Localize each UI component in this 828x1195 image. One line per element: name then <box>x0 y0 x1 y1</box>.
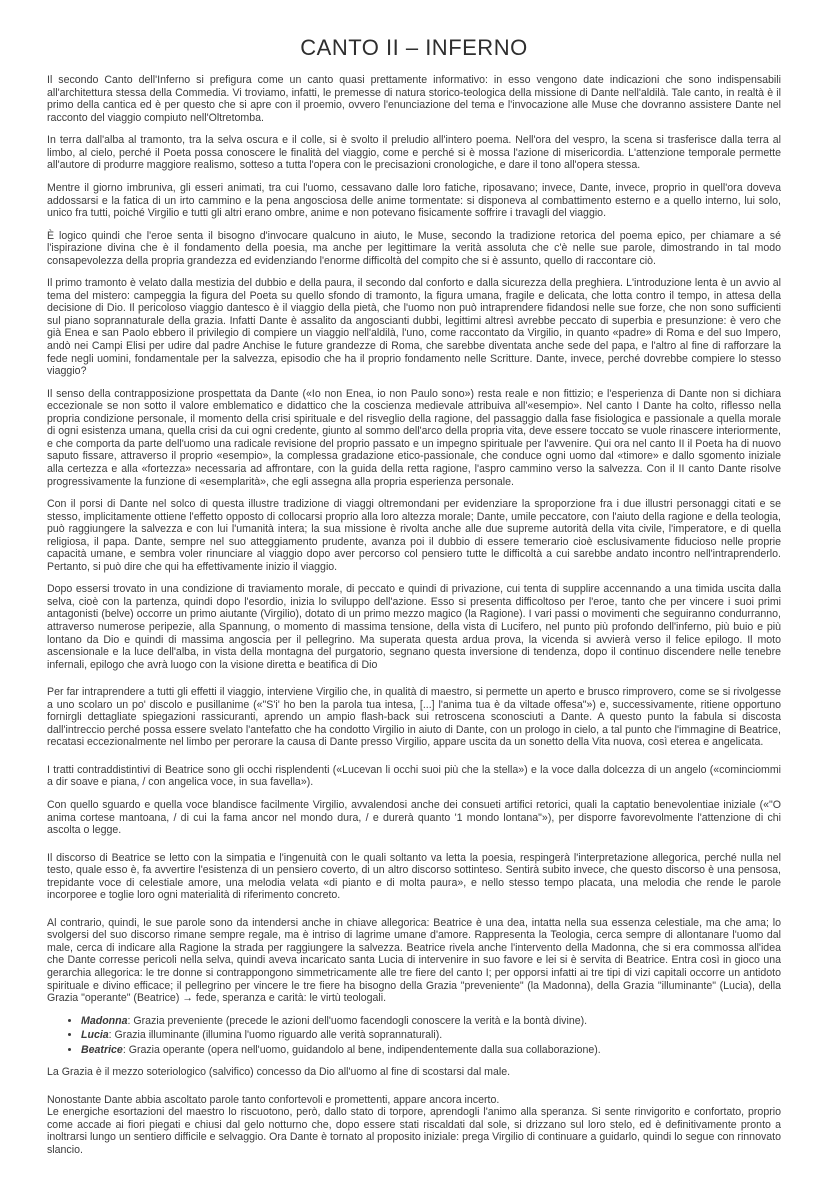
paragraph-muses: È logico quindi che l'eroe senta il bisogno d'invocare qualcuno in aiuto, le Muse, secondo la tradizione retorica del poema epico, per chiamare a sé l'ispirazione divina che è il fondamento della poesia, ma anche per legittimare la verità assoluta che c'è nelle sue parole, dimostrando in tal modo consapevolezza della propria grandezza ed evidenziando l'enorme difficoltà del compito che si è assunto, quello di raccontare ciò. <box>47 229 781 267</box>
list-item-madonna <box>81 1015 781 1028</box>
bullet-text: : Grazia preveniente (precede le azioni dell'uomo facendogli conoscere la verità e la bontà divine). <box>127 1014 588 1027</box>
bullet-text: : Grazia operante (opera nell'uomo, guidandolo al bene, indipendentemente dalla sua collaborazione). <box>122 1043 601 1056</box>
paragraph-evening: Mentre il giorno imbruniva, gli esseri animati, tra cui l'uomo, cessavano dalle loro fatiche, riposavano; invece, Dante, invece, proprio in quell'ora doveva addossarsi e la fatica di un irto cammino e la pena angosciosa delle anime tormentate: si disponeva al combattimento esterno e a quello interno, lui solo, unico fra tutti, poiché Virgilio e tutti gli altri erano ombre, anime e non potevano fisicamente soffrire i travagli del viaggio. <box>47 182 781 220</box>
bullet-term: Beatrice <box>81 1043 123 1056</box>
paragraph-captatio: Con quello sguardo e quella voce blandisce facilmente Virgilio, avvalendosi anche dei consueti artifici retorici, quali la captatio benevolentiae iniziale («"O anima cortese mantoana, / di cui la fama ancor nel mondo dura, / e durerà quanto '1 mondo lontana"»), per disporre favorevolmente l'attenzione di chi ascolta o legge. <box>47 798 781 837</box>
grace-list <box>47 1015 781 1057</box>
paragraph-sviluppo-azione: Dopo essersi trovato in una condizione di traviamento morale, di peccato e quindi di privazione, cui tenta di supplire accennando a una timida uscita dalla selva, cioè con la partenza, quindi dopo l'esordio, inizia lo sviluppo dell'azione. Esso si presenta difficoltoso per l'eroe, tanto che per vincere i suoi primi antagonisti (belve) occorre un primo aiutante (Virgilio), dotato di un primo mezzo magico (la Ragione). I vari passi o movimenti che seguiranno condurranno, attraverso numerose peripezie, alla Spannung, o momento di massima tensione, della vista di Lucifero, nel punto più profondo dell'inferno, più buio e più lontano da Dio e quindi di massima angoscia per il pellegrino. Ma superata questa ardua prova, la vicenda si avvierà verso il felice epilogo. Il moto ascensionale e la luce dell'alba, in vista della montagna del purgatorio, segnano questa inversione di tendenza, dopo il continuo discendere nelle tenebre infernali, epilogo che avrà luogo con la visione diretta e beatifica di Dio <box>47 583 781 671</box>
paragraph-discorso-beatrice: Il discorso di Beatrice se letto con la simpatia e l'ingenuità con le quali soltanto va letta la poesia, respingerà l'interpretazione allegorica, perché nulla nel testo, quale esso è, fa avvertire l'esistenza di un pensiero coverto, di un altro discorso sottinteso. Sentirà subito invece, che questo discorso è una pensosa, trepidante voce di celestiale amore, una melodia velata «di pianto e di molta paura», e nello stesso tempo placata, una melodia che rende le parole incorporee e toglie loro ogni materialità di riferimento concreto. <box>47 851 781 902</box>
paragraph-intro: Il secondo Canto dell'Inferno si prefigura come un canto quasi prettamente informativo: in esso vengono date indicazioni che sono indispensabili all'architettura stessa della Commedia. Vi troviamo, infatti, le premesse di natura storico-teologica della missione di Dante nell'aldilà. Tale canto, in realtà è il primo della cantica ed è per questo che si apre con il proemio, ovvero l'enunciazione del tema e l'invocazione alle Muse che dovranno assistere Dante nel racconto del viaggio compiuto nell'Oltretomba. <box>47 74 781 124</box>
bullet-term: Lucia <box>81 1029 109 1042</box>
paragraph-tradizione: Con il porsi di Dante nel solco di questa illustre tradizione di viaggi oltremondani per evidenziare la sproporzione fra i due illustri personaggi citati e se stesso, implicitamente ottiene l'effetto opposto di collocarsi proprio alla loro altezza morale; Dante, umile peccatore, con l'aiuto della ragione e della teologia, può raggiungere la salvezza e con lui l'umanità intera; la sua missione è rivolta anche alle due supreme autorità della vita civile, l'imperatore, e di quella religiosa, il papa. Dante, sempre nel suo atteggiamento prudente, avanza poi il dubbio di essere temerario cioè esclusivamente fiducioso nelle proprie capacità umane, e sembra voler rinunciare al viaggio dopo aver percorso col pensiero tutte le difficoltà a cui sarebbe andato incontro nell'intraprenderlo. Pertanto, si può dire che qui ha effettivamente inizio il viaggio. <box>47 498 781 573</box>
paragraph-dante-incerto: Nonostante Dante abbia ascoltato parole tanto confortevoli e promettenti, appare ancora incerto. <box>47 1093 500 1106</box>
bullet-term: Madonna <box>81 1014 128 1027</box>
paragraph-contrapposizione: Il senso della contrapposizione prospettata da Dante («Io non Enea, io non Paulo sono») resta reale e non fittizio; e l'esperienza di Dante non si dichiara eccezionale se non sotto il valore emblematico e didattico che la coscienza medievale attribuiva all'«esempio». Nel canto I Dante ha colto, riflesso nella propria condizione personale, il momento della crisi spirituale e del risveglio della ragione, del passaggio dalla fase fisiologica e passionale a quella morale di ogni esistenza umana, quella crisi da cui ogni credente, giunto al sommo dell'arco della propria vita, deve essere toccato se vuole rinascere interiormente, e che comporta da parte dell'uomo una radicale revisione del proprio passato e un impegno spirituale per l'avvenire. Qui ora nel canto II il Poeta ha di nuovo saputo fissare, attraverso il proprio «esempio», la complessa gradazione etico-passionale, che conduce ogni uomo dal «timore» e dallo sgomento iniziale alla certezza e alla «fortezza» necessaria ad affrontare, con la guida della retta ragione, l'aspro cammino verso la salvezza. Con il II canto Dante risolve progressivamente la funzione di «esemplarità», che egli assegna alla propria esperienza personale. <box>47 387 781 488</box>
paragraph-virgilio-rimprovero: Per far intraprendere a tutti gli effetti il viaggio, interviene Virgilio che, in qualità di maestro, si permette un aperto e brusco rimprovero, come se si rivolgesse a uno scolaro un po' discolo e pusillanime («"S'i' ho ben la parola tua intesa, [...] l'anima tua è da viltade offesa"») e, successivamente, ritiene opportuno fornirgli dettagliate spiegazioni rassicuranti, aprendo un ampio flash-back sui retroscena sconosciuti a Dante. A questo punto la fabula si discosta dall'intreccio perché possa essere svelato l'antefatto che ha condotto Virgilio in aiuto di Dante, con un prologo in cielo, a tal punto che l'immagine di Beatrice, recatasi eccezionalmente nel limbo per perorare la causa di Dante presso Virgilio, appare uscita da un sonetto della Vita nuova, così eterea e angelicata. <box>47 686 781 749</box>
page-title: CANTO II – INFERNO <box>300 35 528 60</box>
paragraph-sunset: Il primo tramonto è velato dalla mestizia del dubbio e della paura, il secondo dal conforto e dalla sicurezza della preghiera. L'introduzione lenta è un avvio al tema del mistero: campeggia la figura del Poeta su quello sfondo di tramonto, la figura umana, fragile e delicata, che lotta contro il tempo, in attesa della decisione di Dio. Il pericoloso viaggio dantesco è il viaggio della pietà, che l'uomo non può intraprendere fidandosi nelle sue forze, che non sono sufficienti sul piano soprannaturale della grazia. Infatti Dante è assalito da angoscianti dubbi, legittimi altresì avrebbe peccato di superbia e presunzione: è vero che già Enea e san Paolo ebbero il privilegio di compiere un viaggio nell'aldilà, l'uno, come raccontato da Virgilio, in quanto «padre» di Roma e del suo Impero, andò nei Campi Elisi per udire dal padre Anchise le future grandezze di Roma, che sarebbe diventata anche sede del papa, e l'altro al fine di rafforzare la fede negli uomini, fondamentale per la salvezza, episodio che ha il proprio fondamento nelle Scritture. Dante, invece, perché dovrebbe compiere lo stesso viaggio? <box>47 277 781 378</box>
paragraph-tratti-beatrice: I tratti contraddistintivi di Beatrice sono gli occhi risplendenti («Lucevan li occhi suoi più che la stella») e la voce dalla dolcezza di un angelo («cominciommi a dir soave e piana, / con angelica voce, in sua favella»). <box>47 763 781 789</box>
paragraph-allegoria: Al contrario, quindi, le sue parole sono da intendersi anche in chiave allegorica: Beatrice è una dea, intatta nella sua essenza celestiale, ma che ama; lo svolgersi del suo discorso rimane sempre regale, ma è intriso di lagrime umane d'amore. Rappresenta la Teologia, cerca sempre di allontanare l'uomo dal male, cerca di indicare alla Ragione la strada per raggiungere la salvezza. Beatrice rivela anche l'intervento della Madonna, che si era commossa all'idea che Dante corresse pericoli nella selva, quindi aveva incaricato santa Lucia di intervenire in suo favore e lei si è servita di Beatrice. Entra così in gioco una gerarchia allegorica: le tre donne si contrappongono simmetricamente alle tre fiere del canto I; per opporsi infatti ai tre tipi di vizi capitali occorre un antidoto spirituale e divino efficace; il pellegrino per vincere le tre fiere ha bisogno della Grazia "preveniente" (la Madonna), della Grazia "illuminante" (Lucia), della Grazia "operante" (Beatrice) → fede, speranza e carità: le virtù teologali. <box>47 916 781 1005</box>
paragraph-esortazioni-finali: Le energiche esortazioni del maestro lo riscuotono, però, dallo stato di torpore, aprendogli l'animo alla speranza. Si sente rinvigorito e confortato, proprio come accade ai fiori piegati e chiusi dal gelo notturno che, dopo essere stati riscaldati dal sole, si drizzano sul loro stelo, ed è definitivamente pronto a inoltrarsi lungo un sentiero difficile e selvaggio. Ora Dante è tornato al proposito iniziale: prega Virgilio di continuare a guidarlo, quindi lo segue con rinnovato slancio. <box>47 1106 781 1157</box>
bullet-text: : Grazia illuminante (illumina l'uomo riguardo alle verità soprannaturali). <box>108 1029 443 1042</box>
paragraph-setting: In terra dall'alba al tramonto, tra la selva oscura e il colle, si è svolto il preludio all'intero poema. Nell'ora del vespro, la scena si trasferisce dalla terra al limbo, al cielo, perché il Poeta possa conoscere le finalità del viaggio, come e perché si è mossa l'azione di misericordia. L'attenzione temporale permette all'autore di produrre maggiore realismo, sotteso a tutta l'opera con le precisazioni cronologiche, e dare il tono all'opera stessa. <box>47 134 781 172</box>
list-item-lucia <box>81 1029 781 1042</box>
paragraph-grazia-soteriologica: La Grazia è il mezzo soteriologico (salvifico) concesso da Dio all'uomo al fine di scostarsi dal male. <box>47 1066 511 1079</box>
list-item-beatrice <box>81 1044 781 1057</box>
